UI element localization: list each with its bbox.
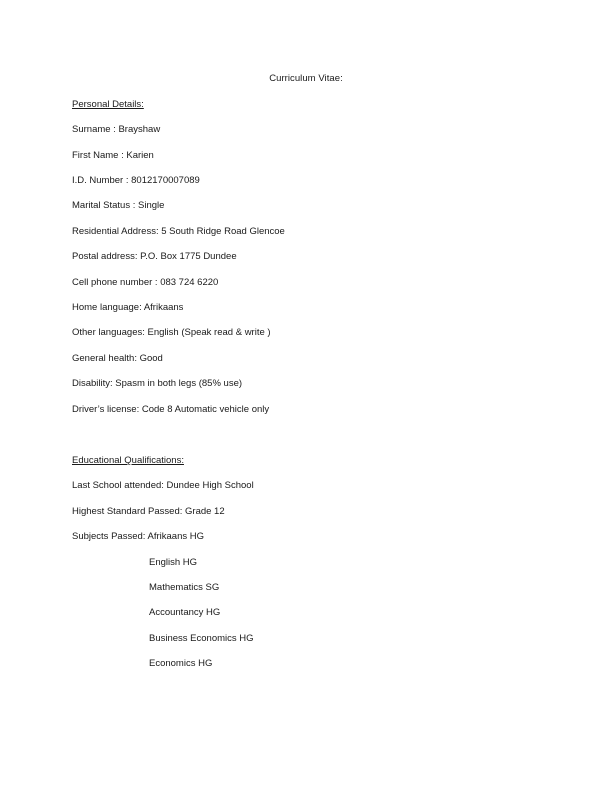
last-school-line: Last School attended: Dundee High School [72, 480, 254, 491]
cell-phone-line: Cell phone number : 083 724 6220 [72, 277, 219, 288]
marital-status-line: Marital Status : Single [72, 200, 165, 211]
subject-item: Mathematics SG [149, 582, 220, 593]
subject-item: English HG [149, 557, 198, 568]
surname-line: Surname : Brayshaw [72, 124, 161, 135]
educational-qualifications-heading: Educational Qualifications: [72, 455, 184, 466]
residential-address-line: Residential Address: 5 South Ridge Road Glencoe [72, 226, 285, 237]
subject-item: Economics HG [149, 658, 213, 669]
drivers-license-line: Driver’s license: Code 8 Automatic vehicle only [72, 404, 270, 415]
subjects-passed-line: Subjects Passed: Afrikaans HG [72, 531, 205, 542]
disability-line: Disability: Spasm in both legs (85% use) [72, 378, 243, 389]
personal-details-heading: Personal Details: [72, 99, 144, 110]
postal-address-line: Postal address: P.O. Box 1775 Dundee [72, 251, 237, 262]
id-number-line: I.D. Number : 8012170007089 [72, 175, 200, 186]
general-health-line: General health: Good [72, 353, 163, 364]
home-language-line: Home language: Afrikaans [72, 302, 184, 313]
document-title: Curriculum Vitae: [269, 73, 343, 84]
other-languages-line: Other languages: English (Speak read & write ) [72, 327, 271, 338]
subject-item: Business Economics HG [149, 633, 254, 644]
first-name-line: First Name : Karien [72, 150, 154, 161]
highest-standard-line: Highest Standard Passed: Grade 12 [72, 506, 225, 517]
subject-item: Accountancy HG [149, 607, 221, 618]
